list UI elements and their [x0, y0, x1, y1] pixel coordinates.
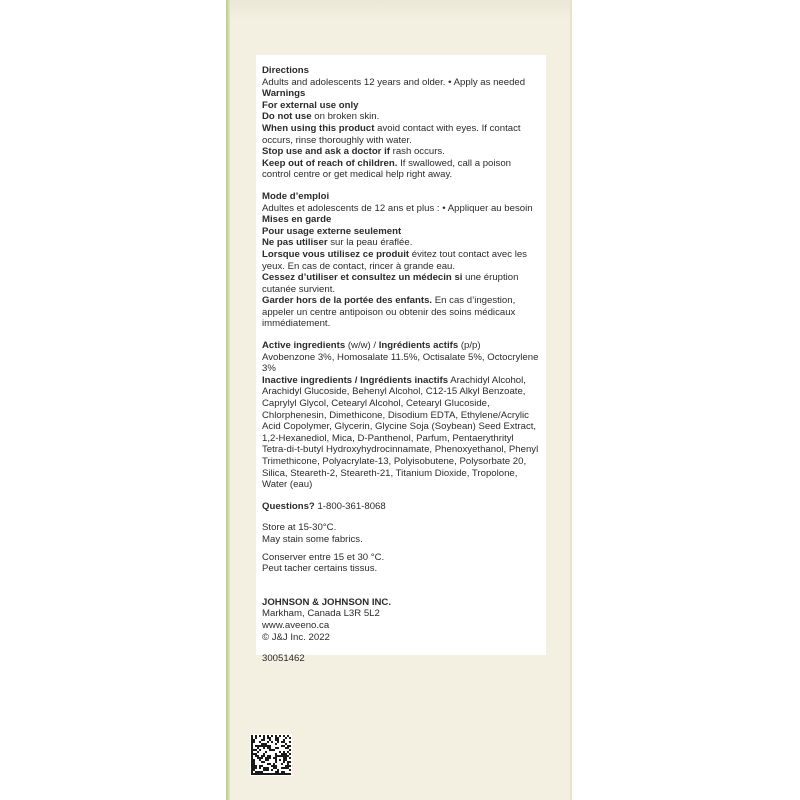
external-use-warning: For external use only — [262, 99, 359, 111]
directions-heading: Directions — [262, 65, 309, 76]
active-ingredients-heading: Active ingredients (w/w) / Ingrédients actifs (p/p) — [262, 340, 481, 352]
garder-hors-warning: Garder hors de la portée des enfants. En cas d’ingestion, appeler un centre antipoison ou obtenir des soins médicaux immédiatement. — [262, 295, 516, 330]
mode-emploi-heading: Mode d’emploi — [262, 190, 330, 202]
box-left-edge — [226, 0, 230, 800]
box-top-fade — [226, 0, 572, 20]
inactive-ingredients: Inactive ingredients / Ingrédients inactifs Arachidyl Alcohol, Arachidyl Glucoside, Behenyl Alcohol, C12-15 Alkyl Benzoate, Caprylyl Glycol, Cetearyl Alcohol, Cetearyl Glucoside, Chlorphenesin, Dimethicone, Disodium EDTA, Ethylene/Acrylic Acid Copolymer, Glycerin, Glycine Soja (Soybean) Seed Extract, 1,2-Hexanediol, Mica, D-Panthenol, Parfum, Pentaerythrityl Tetra-di-t-butyl Hydroxyhydrocinnamate, Phenoxyethanol, Phenyl Trimethicone, Polyacrylate-13, Polyisobutene, Polysorbate 20, Silica, Steareth-2, Steareth-21, Titanium Dioxide, Tropolone, Water (eau) — [262, 374, 539, 491]
usage-externe-warning: Pour usage externe seulement — [262, 225, 402, 237]
stop-use-warning: Stop use and ask a doctor if rash occurs. — [262, 146, 445, 158]
lorsque-warning: Lorsque vous utilisez ce produit évitez tout contact avec les yeux. En cas de contact, rincer à grande eau. — [262, 248, 527, 272]
cessez-warning: Cessez d’utiliser et consultez un médecin si une éruption cutanée survient. — [262, 272, 519, 295]
box-right-edge — [570, 0, 572, 800]
active-ingredients-list: Avobenzone 3%, Homosalate 11.5%, Octisalate 5%, Octocrylene 3% — [262, 351, 539, 375]
warnings-heading: Warnings — [262, 88, 306, 100]
do-not-use-warning: Do not use on broken skin. — [262, 111, 380, 123]
storage-en-line2: May stain some fabrics. — [262, 533, 363, 545]
drug-facts-label — [256, 55, 546, 665]
storage-en-line1: Store at 15-30°C. — [262, 522, 337, 534]
when-using-warning: When using this product avoid contact with eyes. If contact occurs, rinse thoroughly with water. — [262, 122, 521, 146]
questions-line: Questions? 1-800-361-8068 — [262, 500, 386, 512]
keep-out-warning: Keep out of reach of children. If swallowed, call a poison control centre or get medical help right away. — [262, 157, 511, 181]
datamatrix-barcode-icon — [250, 734, 292, 776]
product-code: 30051462 — [262, 653, 305, 665]
storage-fr-line2: Peut tacher certains tissus. — [262, 563, 378, 575]
company-website: www.aveeno.ca — [262, 619, 330, 631]
mises-en-garde-heading: Mises en garde — [262, 214, 332, 226]
company-copyright: © J&J Inc. 2022 — [262, 631, 330, 643]
directions-usage: Adults and adolescents 12 years and older. • Apply as needed — [262, 76, 526, 88]
company-name: JOHNSON & JOHNSON INC. — [262, 596, 392, 608]
ne-pas-utiliser-warning: Ne pas utiliser sur la peau éraflée. — [262, 237, 413, 249]
storage-fr-line1: Conserver entre 15 et 30 °C. — [262, 551, 385, 563]
company-address: Markham, Canada L3R 5L2 — [262, 608, 380, 620]
mode-emploi-usage: Adultes et adolescents de 12 ans et plus : • Appliquer au besoin — [262, 202, 533, 214]
